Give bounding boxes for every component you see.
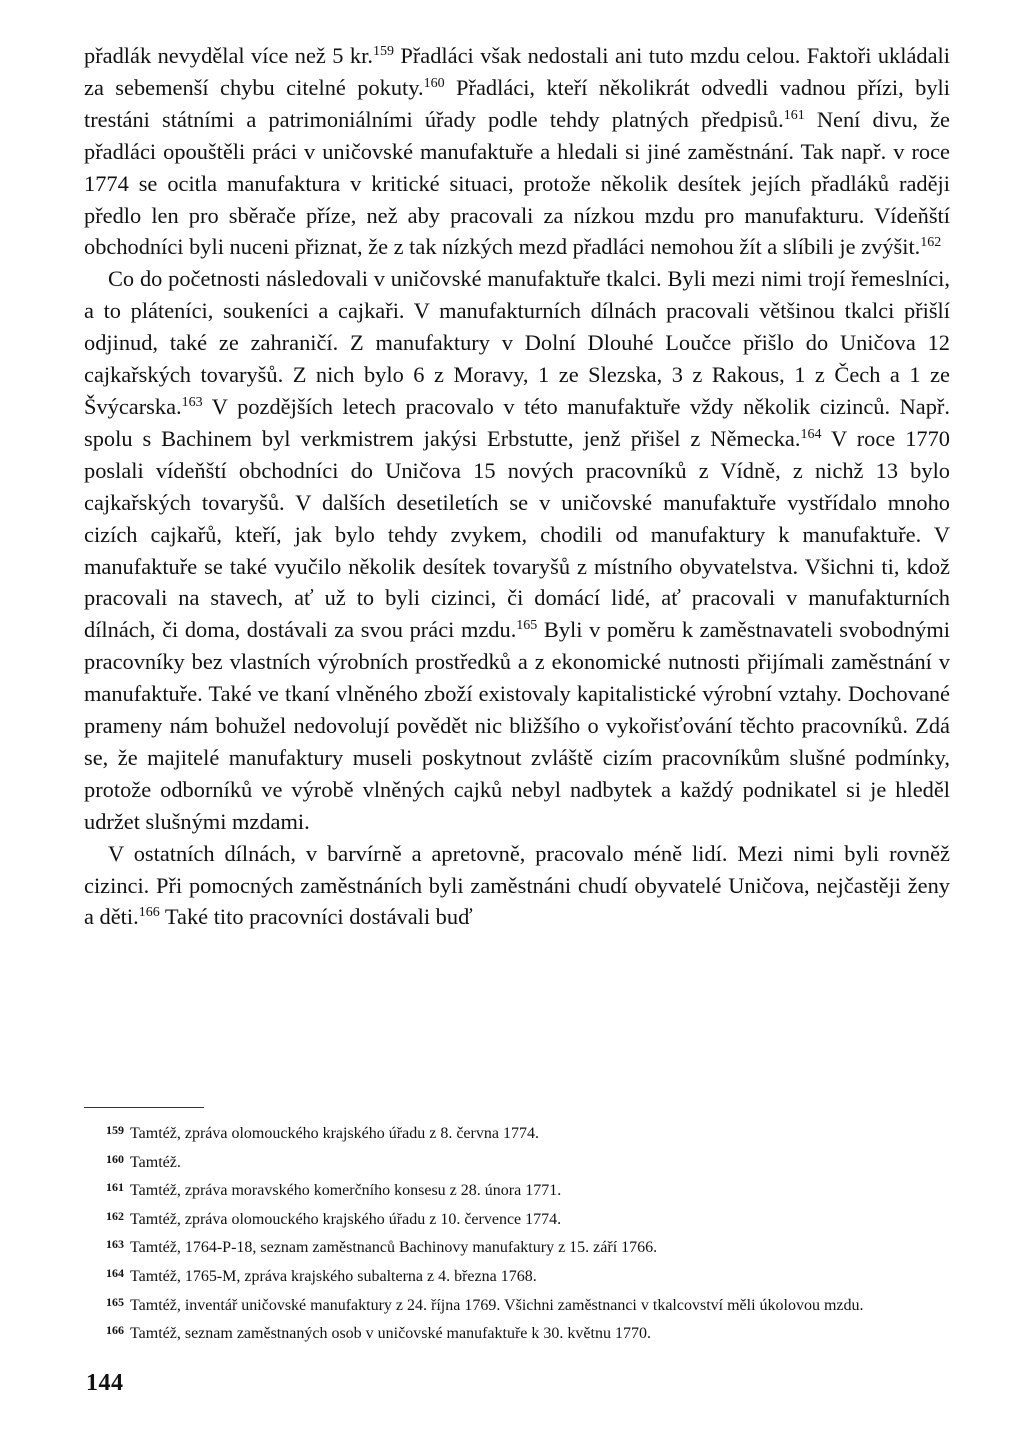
footnote: $^{164}$ Tamtéž, 1765-M, zpráva krajského subalterna z 4. března 1768.: [106, 1265, 537, 1285]
page-content: [84, 40, 950, 933]
footnote-ref[interactable]: 165: [516, 618, 538, 634]
footnote: $^{165}$ Tamtéž, inventář uničovské manufaktury z 24. října 1769. Všichni zaměstnanci v tkalcovství měli úkolovou mzdu.: [106, 1294, 864, 1314]
footnotes: [84, 1107, 950, 1347]
footnote-ref[interactable]: 166: [138, 905, 160, 921]
footnote: $^{159}$ Tamtéž, zpráva olomouckého krajského úřadu z 8. června 1774.: [106, 1123, 539, 1142]
paragraph: přadlák nevydělal více než 5 kr.$^{159}$ Přadláci však nedostali ani tuto mzdu celou. Faktoři ukládali za sebemenší chybu citelné pokuty.$^{160}$ Přadláci, kteří několikrát odvedli vadnou přízi, byli trestáni státními a patrimoniálními úřady podle tehdy platných předpisů.$^{161}$ Není divu, že přadláci opouštěli práci v uničovské manufaktuře a hledali si jiné zaměstnání. Tak např. v roce 1774 se ocitla manufaktura v kritické situaci, protože několik desítek jejích přadláků raději předlo len pro sběrače příze, než aby pracovali za nízkou mzdu pro manufakturu. Vídeňští obchodníci byli nuceni přiznat, že z tak nízkých mezd přadláci nemohou žít a slíbili je zvýšit.$^{162}$: [84, 43, 950, 260]
footnote: $^{163}$ Tamtéž, 1764-P-18, seznam zaměstnanců Bachinovy manufaktury z 15. září 1766.: [106, 1237, 658, 1257]
footnote: $^{161}$ Tamtéž, zpráva moravského komerčního konsesu z 28. února 1771.: [106, 1180, 562, 1200]
footnote-ref[interactable]: 164: [800, 426, 822, 442]
footnote-ref[interactable]: 161: [783, 107, 805, 123]
footnote-ref[interactable]: 159: [372, 44, 394, 59]
footnote-ref[interactable]: 162: [920, 235, 942, 251]
footnote: $^{166}$ Tamtéž, seznam zaměstnaných osob v uničovské manufaktuře k 30. květnu 1770.: [106, 1323, 651, 1343]
paragraph: Co do početnosti následovali v uničovské manufaktuře tkalci. Byli mezi nimi trojí řemeslníci, a to pláteníci, soukeníci a cajkaři. V manufakturních dílnách pracovali většinou tkalci přišlí odjinud, také ze zahraničí. Z manufaktury v Dolní Dlouhé Loučce přišlo do Uničova 12 cajkařských tovaryšů. Z nich bylo 6 z Moravy, 1 ze Slezska, 3 z Rakous, 1 z Čech a 1 ze Švýcarska.$^{163}$ V pozdějších letech pracovalo v této manufaktuře vždy několik cizinců. Např. spolu s Bachinem byl verkmistrem jakýsi Erbstutte, jenž přišel z Německa.$^{164}$ V roce 1770 poslali vídeňští obchodníci do Uničova 15 nových pracovníků z Vídně, z nichž 13 bylo cajkařských tovaryšů. V dalších desetiletích se v uničovské manufaktuře vystřídalo mnoho cizích cajkařů, kteří, jak bylo tehdy zvykem, chodili od manufaktury k manufaktuře. V manufaktuře se také vyučilo několik desítek tovaryšů z místního obyvatelstva. Všichni ti, kdož pracovali na stavech, ať už to byli cizinci, či domácí lidé, ať pracovali v manufakturních dílnách, či doma, dostávali za svou práci mzdu.$^{165}$ Byli v poměru k zaměstnavateli svobodnými pracovníky bez vlastních výrobních prostředků a z ekonomické nutnosti přijímali zaměstnání v manufaktuře. Také ve tkaní vlněného zboží existovaly kapitalistické výrobní vztahy. Dochované prameny nám bohužel nedovolují povědět nic bližšího o vykořisťování těchto pracovníků. Zdá se, že majitelé manufaktury museli poskytnout zvláště cizím pracovníkům slušné podmínky, protože odborníků ve výrobě vlněných cajků nebyl nadbytek a každý podnikatel si je hleděl udržet slušnými mzdami.: [84, 266, 950, 834]
footnote-ref[interactable]: 160: [423, 75, 445, 91]
body-text: [84, 40, 950, 933]
page-number: 144: [86, 1370, 124, 1396]
footnote: $^{160}$ Tamtéž.: [106, 1151, 181, 1171]
footnote: $^{162}$ Tamtéž, zpráva olomouckého krajského úřadu z 10. července 1774.: [106, 1208, 562, 1228]
footnote-ref[interactable]: 163: [181, 394, 203, 410]
paragraph: V ostatních dílnách, v barvírně a apretovně, pracovalo méně lidí. Mezi nimi byli rovněž cizinci. Při pomocných zaměstnáních byli zaměstnáni chudí obyvatelé Uničova, nejčastěji ženy a děti.$^{166}$ Také tito pracovníci dostávali buď: [84, 840, 950, 930]
footnote-divider: [84, 1107, 204, 1108]
